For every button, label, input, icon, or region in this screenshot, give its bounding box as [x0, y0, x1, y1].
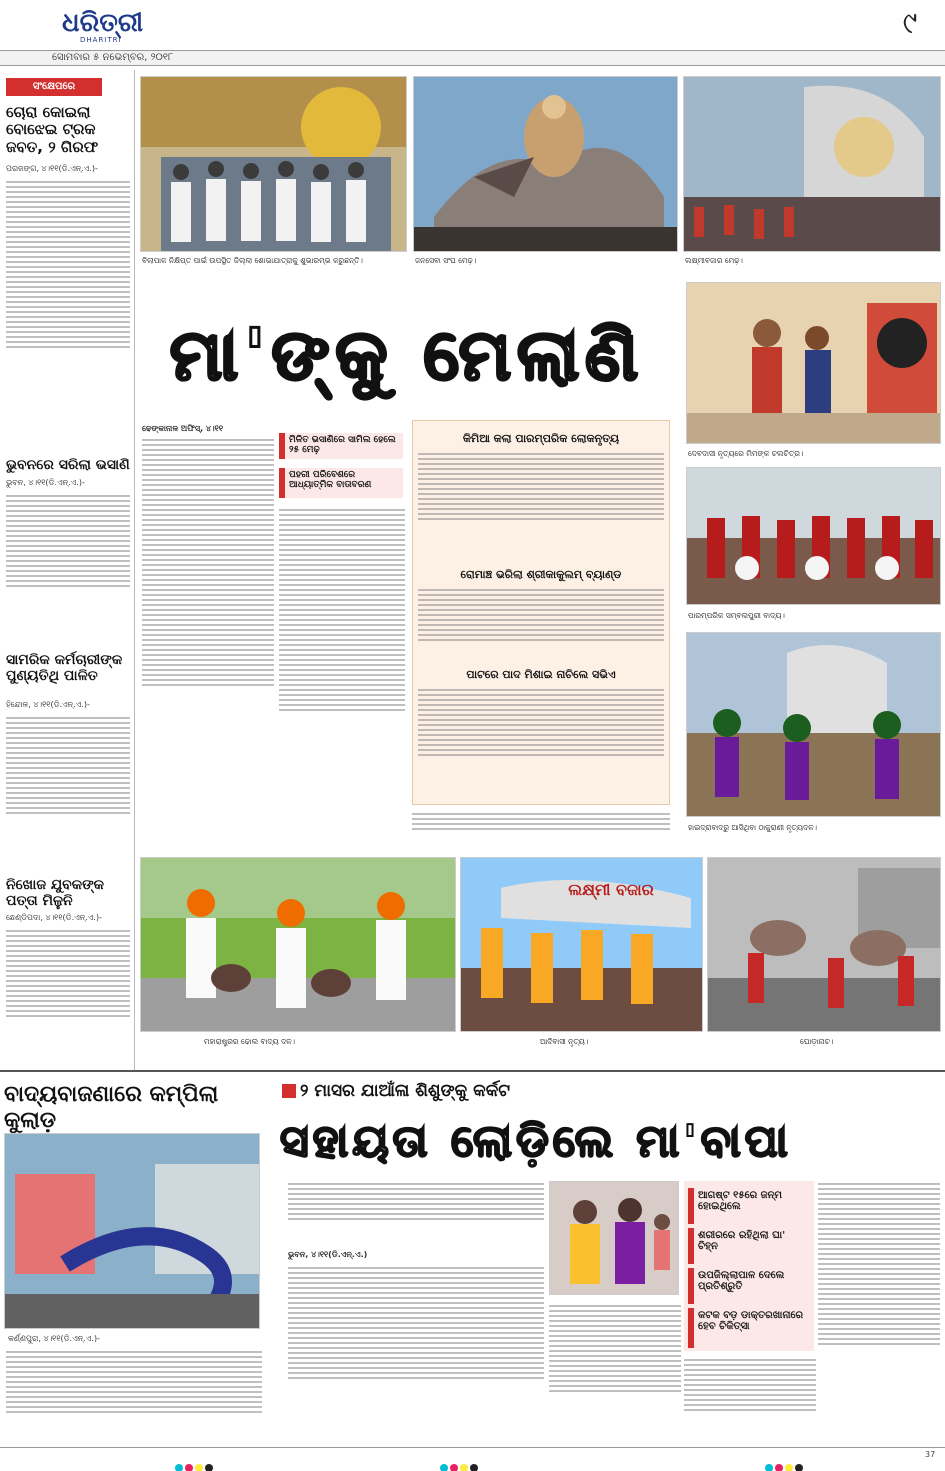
photo-thakurani [686, 632, 941, 817]
bullet-box [688, 1268, 808, 1304]
photo-caption: ମହାରାଷ୍ଟ୍ରର ଢୋଲ ବାଦ୍ୟ ଦଳ। [204, 1037, 296, 1046]
bullet-box [279, 433, 403, 459]
kicker-square-icon [282, 1084, 296, 1098]
brief-body [6, 927, 130, 1067]
briefs-label: ସଂକ୍ଷେପରେ [6, 78, 102, 96]
main-story-col2 [279, 506, 405, 836]
bullet-text: ମିଳିତ ଭସାଣିରେ ସାମିଲ ହେଲେ ୨୫ ମେଢ଼ [289, 435, 396, 455]
lower-main-body-col4 [818, 1180, 940, 1444]
bullet-text: ପହରୀ ପରିବେଶରେ ଆଧ୍ୟାତ୍ମିକ ବାତାବରଣ [289, 470, 372, 490]
photo-banner-text: ଲକ୍ଷ୍ମୀ ବଜାର [568, 880, 654, 899]
issue-date: ସୋମବାର ୫ ନଭେମ୍ବର, ୨୦୧୮ [52, 52, 174, 63]
lower-left-headline: ବାଦ୍ୟବାଜଣାରେ କମ୍ପିଲା କୁଲାଡ଼ [4, 1082, 219, 1134]
brief-headline: ସାମରିକ କର୍ମଚାରୀଙ୍କ ପୁଣ୍ୟତିଥି ପାଳିତ [6, 652, 123, 685]
photo-inauguration [140, 76, 407, 252]
brief-headline: ଚୋରା କୋଇଲା ବୋଝେଇ ଟ୍ରକ ଜବତ, ୨ ଗିରଫ [6, 103, 99, 156]
masthead-logo: ଧରିତ୍ରୀ [62, 8, 144, 38]
lower-main-body [288, 1264, 544, 1444]
bullet-box [688, 1228, 808, 1264]
main-dateline: ଢେଙ୍କାନାଳ ଅଫିସ୍, ୪।୧୧ [142, 424, 223, 433]
brief-headline: ଭୁବନରେ ସରିଲା ଭସାଣି [6, 457, 130, 473]
photo-caption: ପାରମ୍ପରିକ ସମ୍ବଲପୁରୀ ବାଦ୍ୟ। [688, 611, 785, 620]
photo-dhol-troupe [140, 857, 456, 1032]
page-folio: 37 [925, 1450, 936, 1459]
box-body [418, 686, 664, 798]
lower-left-body [6, 1348, 262, 1444]
lower-main-body-col2 [549, 1302, 681, 1444]
photo-idol-swan [413, 76, 678, 252]
page-number: ୯ [902, 6, 918, 41]
bullet-text: ଉପଜିଲ୍ଲାପାଳ ଦେଲେ ପ୍ରତିଶ୍ରୁତି [698, 1270, 785, 1292]
box-subhead: କିମିଆ କଲା ପାରମ୍ପରିକ ଲୋକନୃତ୍ୟ [462, 432, 620, 445]
box-body [418, 450, 664, 560]
photo-caption: ଘୋଡ଼ାନାଚ। [800, 1037, 834, 1046]
bullet-text: କଟକ ବଡ଼ ଡାକ୍ତରଖାନାରେ ହେବ ଚିକିତ୍ସା [698, 1310, 804, 1332]
photo-sambalpuri [686, 467, 941, 605]
bullet-text: ଆଗଷ୍ଟ ୧୫ରେ ଜନ୍ମ ହୋଇଥିଲେ [698, 1190, 782, 1212]
lower-main-body-col3 [684, 1356, 816, 1444]
brief-dateline: ଭୁବନ, ୪।୧୧(ଡି.ଏନ୍.ଏ.)- [6, 478, 85, 487]
bullet-box [688, 1308, 808, 1348]
bullet-box [688, 1188, 808, 1224]
brief-body [6, 492, 130, 642]
brief-dateline: ଛେଣ୍ଡିପଦା, ୪।୧୧(ଡି.ଏନ୍.ଏ.)- [6, 913, 102, 922]
photo-caption: ଆଦିବାସୀ ନୃତ୍ୟ। [540, 1037, 589, 1046]
photo-lakshmibazar [683, 76, 941, 252]
brief-dateline: ପରଜଙ୍ଗ, ୪।୧୧(ଡି.ଏନ୍.ଏ.)- [6, 164, 98, 173]
brief-dateline: ହିନ୍ଦୋଳ, ୪।୧୧(ଡି.ଏନ୍.ଏ.)- [6, 700, 90, 709]
main-headline: ମା'ଙ୍କୁ ମେଲାଣି [169, 314, 645, 396]
bullet-text: ଶରୀରରେ ରହିଥିଲା ଘା' ଚିହ୍ନ [698, 1230, 786, 1252]
brief-headline: ନିଖୋଜ ଯୁବକଙ୍କ ପତ୍ତା ମିଳୁନି [6, 877, 105, 910]
registration-marks [440, 1457, 480, 1471]
brief-body [6, 714, 130, 870]
photo-caption: ହାଇଦ୍ରାବାଦରୁ ଆସିଥିବା ଠାକୁରାଣୀ ନୃତ୍ୟଦଳ। [688, 823, 818, 832]
photo-caption: ବିଲାପାଳ ନିକ୍ଷିପ୍ତ ପାଇଁ ଉପସ୍ଥିତ ଜିଲ୍ଲା ଶୋଭାଯାତ୍ରାକୁ ଶୁଭାରମ୍ଭ କରୁଛନ୍ତି। [142, 256, 363, 265]
photo-horse-dance [707, 857, 941, 1032]
masthead-logo-sub: DHARITRI [80, 36, 122, 44]
registration-marks [765, 1457, 805, 1471]
box-subhead: ପାଟରେ ପାଦ ମିଶାଇ ନାଚିଲେ ସଭିଏ [466, 668, 616, 681]
photo-tribal-dance [460, 857, 703, 1032]
photo-caption: ଲକ୍ଷ୍ମୀବଜାର ମେଢ଼। [685, 256, 743, 265]
section-divider [0, 1070, 945, 1072]
photo-family [549, 1181, 679, 1295]
registration-marks [175, 1457, 215, 1471]
box-body [418, 586, 664, 672]
main-story-col1 [142, 436, 274, 836]
photo-dance [686, 282, 941, 444]
lower-intro [288, 1180, 544, 1242]
lower-main-headline: ସହାୟତା ଲୋଡ଼ିଲେ ମା'ବାପା [280, 1116, 792, 1167]
lower-main-dateline: ଭୁବନ, ୪।୧୧(ଡି.ଏନ୍.ଏ.) [288, 1250, 368, 1259]
photo-caption: ଦେବଦାସୀ ନୃତ୍ୟରେ ମିମଙ୍କ ଚଲଚିତ୍ର। [688, 449, 804, 458]
main-story-tail [412, 810, 670, 840]
photo-caption: ଜନସେବା ସଂଘ ମେଢ଼। [415, 256, 477, 265]
lower-kicker: ୨ ମାସର ଯାଆଁଳା ଶିଶୁଙ୍କୁ କର୍କଟ [300, 1081, 511, 1101]
box-subhead: ରୋମାଞ୍ଚ ଭରିଲା ଶ୍ରୀକାକୁଲମ୍ ବ୍ୟାଣ୍ଡ [460, 568, 622, 581]
brief-body [6, 178, 130, 450]
photo-kulad-procession [4, 1133, 260, 1329]
bullet-box [279, 468, 403, 498]
lower-left-dateline: କର୍ଣ୍ଣପୁରା, ୪।୧୧(ଡି.ଏନ୍.ଏ.)- [8, 1334, 100, 1343]
